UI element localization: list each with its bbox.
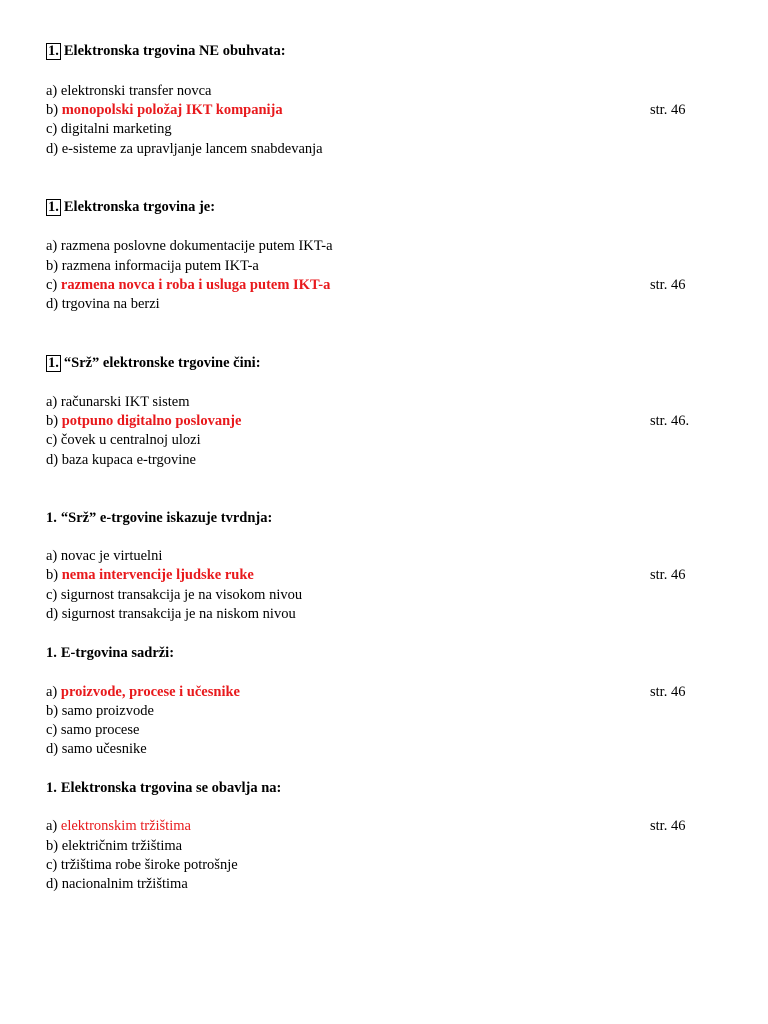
option-c (46, 431, 201, 450)
option-text: tržištima robe široke potrošnje (60, 857, 238, 873)
question-text: “Srž” e-trgovine iskazuje tvrdnja: (60, 510, 273, 526)
question-text: Elektronska trgovina se obavlja na: (60, 780, 282, 796)
option-letter: a) (46, 238, 58, 254)
option-letter: a) (46, 548, 58, 564)
page-reference: str. 46 (650, 277, 686, 293)
option-c (46, 120, 172, 139)
question-heading (46, 354, 261, 373)
option-a (46, 393, 189, 412)
correct-answer-text: proizvode, procese i učesnike (60, 684, 240, 700)
option-a (46, 547, 162, 566)
option-a (46, 683, 240, 702)
option-c (46, 721, 139, 740)
option-text: elektronski transfer novca (60, 83, 212, 99)
option-letter: a) (46, 818, 58, 834)
option-letter: b) (46, 567, 59, 583)
question-heading (46, 198, 215, 217)
question-number: 1. (48, 43, 59, 59)
option-text: sigurnost transakcija je na niskom nivou (61, 606, 296, 622)
option-letter: c) (46, 121, 58, 137)
option-letter: c) (46, 722, 58, 738)
option-d (46, 605, 296, 624)
option-a (46, 82, 211, 101)
option-b (46, 566, 254, 585)
question-heading (46, 42, 286, 61)
question-text: Elektronska trgovina je: (63, 199, 216, 215)
option-letter: d) (46, 606, 59, 622)
correct-answer-text: monopolski položaj IKT kompanija (61, 102, 283, 118)
option-letter: d) (46, 141, 59, 157)
correct-answer-text: razmena novca i roba i usluga putem IKT-a (60, 277, 331, 293)
option-letter: a) (46, 684, 58, 700)
option-c (46, 586, 302, 605)
question-heading (46, 509, 272, 528)
option-text: e-sisteme za upravljanje lancem snabdevanja (61, 141, 323, 157)
option-text: električnim tržištima (61, 838, 183, 854)
option-a (46, 237, 333, 256)
option-letter: d) (46, 452, 59, 468)
option-letter: c) (46, 277, 58, 293)
question-text: “Srž” elektronske trgovine čini: (63, 355, 261, 371)
option-letter: d) (46, 876, 59, 892)
question-number: 1. (48, 199, 59, 215)
question-text: Elektronska trgovina NE obuhvata: (63, 43, 286, 59)
option-letter: a) (46, 394, 58, 410)
option-text: novac je virtuelni (60, 548, 163, 564)
option-text: baza kupaca e-trgovine (61, 452, 196, 468)
page-reference: str. 46 (650, 818, 686, 834)
option-text: samo procese (60, 722, 140, 738)
correct-answer-text: nema intervencije ljudske ruke (61, 567, 254, 583)
option-text: samo učesnike (61, 741, 147, 757)
option-letter: a) (46, 83, 58, 99)
option-letter: c) (46, 432, 58, 448)
option-letter: b) (46, 102, 59, 118)
question-number: 1. (48, 355, 59, 371)
question-number: 1. (46, 510, 57, 526)
page-reference: str. 46 (650, 684, 686, 700)
option-text: računarski IKT sistem (60, 394, 190, 410)
option-text: digitalni marketing (60, 121, 172, 137)
option-c (46, 276, 330, 295)
question-heading (46, 779, 281, 798)
option-letter: d) (46, 296, 59, 312)
option-text: nacionalnim tržištima (61, 876, 188, 892)
option-letter: c) (46, 857, 58, 873)
option-text: razmena informacija putem IKT-a (61, 258, 259, 274)
page-reference: str. 46. (650, 413, 690, 429)
option-b (46, 257, 259, 276)
correct-answer-text: potpuno digitalno poslovanje (61, 413, 242, 429)
option-c (46, 856, 238, 875)
option-b (46, 412, 241, 431)
option-d (46, 295, 160, 314)
page-reference: str. 46 (650, 567, 686, 583)
option-text: trgovina na berzi (61, 296, 160, 312)
option-b (46, 702, 154, 721)
option-letter: b) (46, 703, 59, 719)
option-letter: d) (46, 741, 59, 757)
option-letter: b) (46, 413, 59, 429)
question-heading (46, 644, 174, 663)
option-text: čovek u centralnoj ulozi (60, 432, 201, 448)
correct-answer-text: elektronskim tržištima (60, 818, 191, 834)
option-d (46, 140, 323, 159)
option-text: samo proizvode (61, 703, 154, 719)
option-a (46, 817, 191, 836)
page-reference: str. 46 (650, 102, 686, 118)
option-b (46, 101, 283, 120)
option-letter: b) (46, 838, 59, 854)
option-text: sigurnost transakcija je na visokom nivou (60, 587, 303, 603)
question-text: E-trgovina sadrži: (60, 645, 175, 661)
option-letter: b) (46, 258, 59, 274)
option-letter: c) (46, 587, 58, 603)
question-number: 1. (46, 780, 57, 796)
option-d (46, 740, 147, 759)
question-number: 1. (46, 645, 57, 661)
option-d (46, 875, 188, 894)
option-b (46, 837, 182, 856)
option-d (46, 451, 196, 470)
option-text: razmena poslovne dokumentacije putem IKT-a (60, 238, 333, 254)
